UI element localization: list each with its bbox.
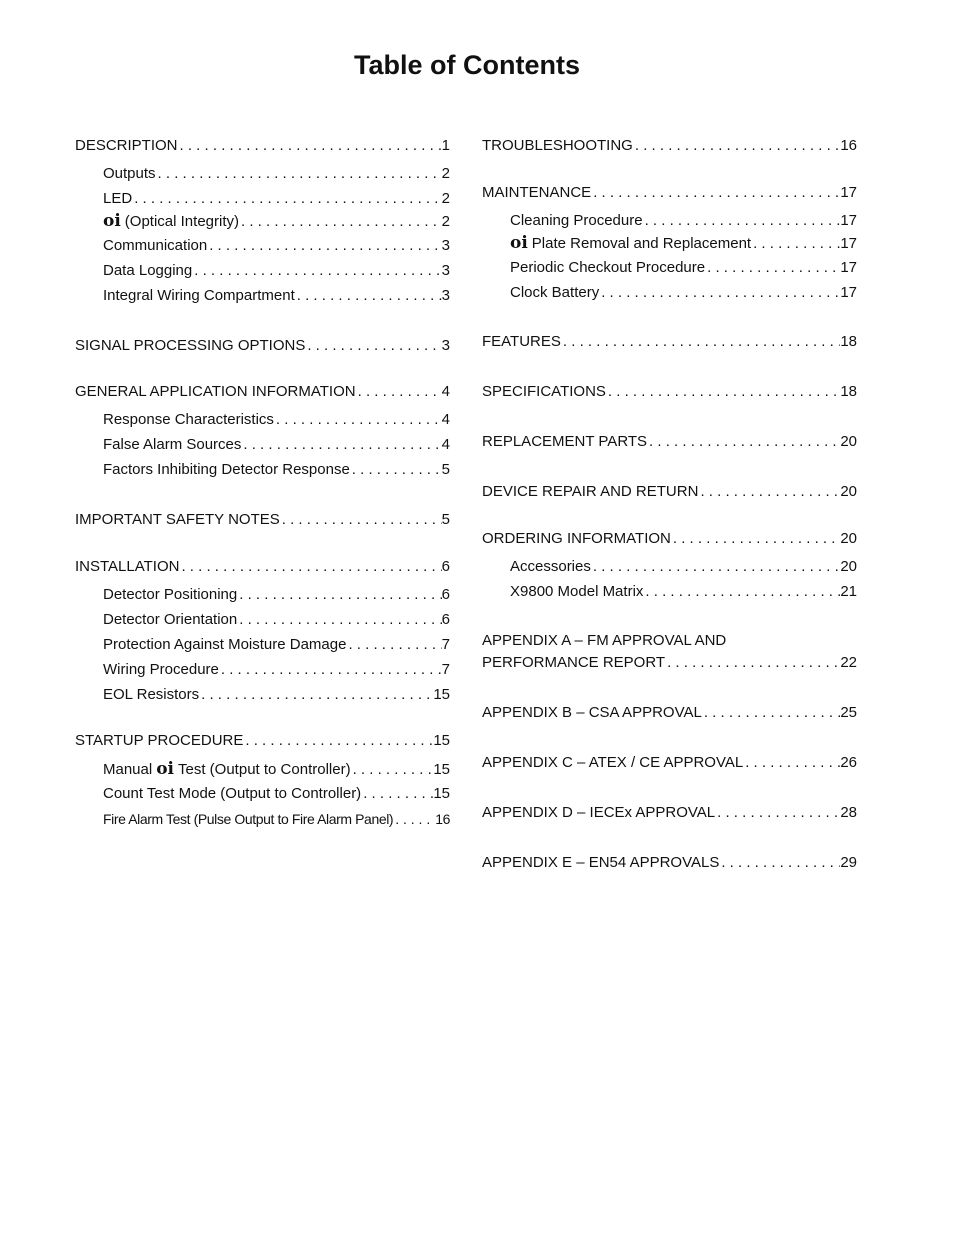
toc-page-number: 3 <box>441 337 450 354</box>
toc-leader-dots <box>356 382 442 402</box>
toc-label-line2: PERFORMANCE REPORT <box>482 654 666 671</box>
toc-leader-dots <box>643 211 841 231</box>
toc-page-number: 1 <box>441 137 450 154</box>
toc-entry-manual-oi-test[interactable] <box>103 759 450 780</box>
toc-label: Response Characteristics <box>103 411 274 428</box>
toc-entry-ordering[interactable] <box>482 529 857 549</box>
toc-entry-specifications[interactable] <box>482 382 857 402</box>
toc-page-number: 3 <box>441 237 450 254</box>
toc-leader-dots <box>237 585 441 605</box>
toc-label: INSTALLATION <box>75 558 180 575</box>
toc-entry-data-logging[interactable] <box>103 261 450 281</box>
toc-entry-detector-positioning[interactable] <box>103 585 450 605</box>
toc-entry-oi-plate[interactable] <box>510 233 857 254</box>
toc-entry-false-alarm[interactable] <box>103 435 450 455</box>
toc-entry-factors-inhibiting[interactable] <box>103 460 450 480</box>
toc-entry-device-repair[interactable] <box>482 482 857 502</box>
toc-page-number: 6 <box>441 586 450 603</box>
toc-entry-count-test[interactable] <box>103 784 450 804</box>
toc-entry-cleaning[interactable] <box>510 211 857 231</box>
toc-page-number: 4 <box>441 383 450 400</box>
toc-entry-appendix-e[interactable] <box>482 853 857 873</box>
toc-entry-outputs[interactable] <box>103 164 450 184</box>
toc-label: MAINTENANCE <box>482 184 592 201</box>
toc-leader-dots <box>219 660 442 680</box>
toc-entry-general-application[interactable] <box>75 382 450 402</box>
toc-leader-dots <box>132 189 441 209</box>
toc-page-number: 18 <box>840 383 857 400</box>
toc-page-number: 17 <box>840 184 857 201</box>
toc-page-number: 5 <box>441 461 450 478</box>
toc-page-number: 7 <box>441 636 450 653</box>
toc-entry-startup[interactable] <box>75 731 450 751</box>
toc-page-number: 2 <box>441 165 450 182</box>
toc-label: Detector Orientation <box>103 611 238 628</box>
toc-entry-detector-orientation[interactable] <box>103 610 450 630</box>
toc-page-number: 20 <box>840 558 857 575</box>
toc-label: Communication <box>103 237 208 254</box>
toc-label: Integral Wiring Compartment <box>103 287 295 304</box>
toc-entry-wiring-procedure[interactable] <box>103 660 450 680</box>
toc-page-number: 17 <box>840 284 857 301</box>
toc-entry-periodic-checkout[interactable] <box>510 258 857 278</box>
oi-logo-icon: oi <box>103 211 121 231</box>
toc-label: Factors Inhibiting Detector Response <box>103 461 350 478</box>
toc-leader-dots <box>237 610 441 630</box>
toc-entry-troubleshooting[interactable] <box>482 136 857 156</box>
toc-leader-dots <box>280 510 442 530</box>
toc-leader-dots <box>751 234 840 254</box>
toc-page-number: 2 <box>441 190 450 207</box>
toc-label: Periodic Checkout Procedure <box>510 259 706 276</box>
oi-logo-icon: oi <box>156 759 174 779</box>
toc-entry-replacement-parts[interactable] <box>482 432 857 452</box>
toc-page-number: 7 <box>441 661 450 678</box>
toc-leader-dots <box>346 635 441 655</box>
toc-label: Outputs <box>103 165 156 182</box>
toc-label-text: Test (Output to Controller) <box>178 761 351 778</box>
toc-page-number: 17 <box>840 259 857 276</box>
toc-entry-response-characteristics[interactable] <box>103 410 450 430</box>
toc-label: X9800 Model Matrix <box>510 583 644 600</box>
toc-entry-appendix-c[interactable] <box>482 753 857 773</box>
toc-entry-appendix-a[interactable] <box>482 630 857 674</box>
toc-label: GENERAL APPLICATION INFORMATION <box>75 383 356 400</box>
toc-leader-dots <box>243 731 433 751</box>
toc-page-number: 2 <box>441 213 450 230</box>
toc-label: Clock Battery <box>510 284 600 301</box>
toc-leader-dots <box>350 460 442 480</box>
toc-page-number: 29 <box>840 854 857 871</box>
toc-label: Wiring Procedure <box>103 661 219 678</box>
toc-page-number: 20 <box>840 530 857 547</box>
toc-page-number: 4 <box>441 436 450 453</box>
toc-label: APPENDIX E – EN54 APPROVALS <box>482 854 720 871</box>
toc-label <box>510 233 751 254</box>
toc-label: DEVICE REPAIR AND RETURN <box>482 483 699 500</box>
toc-label: SIGNAL PROCESSING OPTIONS <box>75 337 306 354</box>
toc-page-number: 3 <box>441 287 450 304</box>
toc-label: FEATURES <box>482 333 561 350</box>
toc-label: Accessories <box>510 558 591 575</box>
toc-entry-integral-wiring[interactable] <box>103 286 450 306</box>
toc-entry-clock-battery[interactable] <box>510 283 857 303</box>
toc-entry-signal-processing[interactable] <box>75 336 450 356</box>
toc-leader-dots <box>698 482 840 502</box>
toc-page-number: 20 <box>840 483 857 500</box>
toc-leader-dots <box>606 382 840 402</box>
toc-label: ORDERING INFORMATION <box>482 530 671 547</box>
toc-leader-dots <box>179 557 441 577</box>
toc-leader-dots <box>743 753 840 773</box>
toc-label: DESCRIPTION <box>75 137 178 154</box>
toc-label: APPENDIX C – ATEX / CE APPROVAL <box>482 754 744 771</box>
toc-entry-appendix-b[interactable] <box>482 703 857 723</box>
toc-page-number: 20 <box>840 433 857 450</box>
toc-label-line1: APPENDIX A – FM APPROVAL AND <box>482 632 727 649</box>
toc-leader-dots <box>719 853 840 873</box>
toc-page-number: 15 <box>433 785 450 802</box>
toc-leader-dots <box>715 803 840 823</box>
toc-page-number: 3 <box>441 262 450 279</box>
toc-label: Count Test Mode (Output to Controller) <box>103 785 362 802</box>
toc-leader-dots <box>192 261 441 281</box>
toc-leader-dots <box>671 529 840 549</box>
toc-leader-dots <box>705 258 840 278</box>
toc-label: Data Logging <box>103 262 193 279</box>
toc-page-number: 26 <box>840 754 857 771</box>
oi-logo-icon: oi <box>510 233 528 253</box>
toc-leader-dots <box>599 283 840 303</box>
toc-label: APPENDIX B – CSA APPROVAL <box>482 704 702 721</box>
toc-label: STARTUP PROCEDURE <box>75 732 244 749</box>
toc-leader-dots <box>647 432 840 452</box>
toc-entry-led[interactable] <box>103 189 450 209</box>
toc-leader-dots <box>241 435 441 455</box>
toc-label: LED <box>103 190 133 207</box>
toc-leader-dots <box>178 136 442 156</box>
toc-page-number: 17 <box>840 235 857 252</box>
toc-page-number: 5 <box>441 511 450 528</box>
toc-entry-description[interactable] <box>75 136 450 156</box>
toc-leader-dots <box>665 652 840 674</box>
toc-label: IMPORTANT SAFETY NOTES <box>75 511 280 528</box>
toc-label: Cleaning Procedure <box>510 212 643 229</box>
toc-entry-optical-integrity[interactable] <box>103 211 450 232</box>
toc-label-prefix: Manual <box>103 761 153 778</box>
toc-label: False Alarm Sources <box>103 436 242 453</box>
toc-label: EOL Resistors <box>103 686 200 703</box>
toc-label: Detector Positioning <box>103 586 238 603</box>
toc-label: Fire Alarm Test (Pulse Output to Fire Alarm Panel) <box>103 811 394 827</box>
toc-leader-dots <box>199 685 433 705</box>
toc-label: Protection Against Moisture Damage <box>103 636 347 653</box>
page-title: Table of Contents <box>354 50 580 80</box>
toc-page-number: 16 <box>840 137 857 154</box>
toc-leader-dots <box>561 332 840 352</box>
toc-leader-dots <box>239 212 442 232</box>
toc-leader-dots <box>351 760 434 780</box>
toc-page-number: 6 <box>441 611 450 628</box>
toc-page-number: 25 <box>840 704 857 721</box>
toc-entry-accessories[interactable] <box>510 557 857 577</box>
toc-page-number: 28 <box>840 804 857 821</box>
toc-page-number: 18 <box>840 333 857 350</box>
toc-label <box>103 211 239 232</box>
toc-page-number: 21 <box>840 583 857 600</box>
toc-page-number: 16 <box>435 811 450 827</box>
toc-entry-maintenance[interactable] <box>482 183 857 203</box>
toc-entry-installation[interactable] <box>75 557 450 577</box>
toc-leader-dots <box>295 286 442 306</box>
toc-entry-model-matrix[interactable] <box>510 582 857 602</box>
toc-label-text: Plate Removal and Replacement <box>531 235 752 252</box>
toc-label: REPLACEMENT PARTS <box>482 433 648 450</box>
toc-page-number: 22 <box>840 654 857 671</box>
toc-leader-dots <box>305 336 441 356</box>
toc-leader-dots <box>393 809 435 829</box>
toc-leader-dots <box>591 183 840 203</box>
toc-leader-dots <box>361 784 433 804</box>
toc-entry-eol-resistors[interactable] <box>103 685 450 705</box>
toc-page-number: 4 <box>441 411 450 428</box>
toc-page-number: 6 <box>441 558 450 575</box>
toc-entry-communication[interactable] <box>103 236 450 256</box>
toc-entry-features[interactable] <box>482 332 857 352</box>
toc-page-number: 15 <box>433 686 450 703</box>
toc-label: SPECIFICATIONS <box>482 383 606 400</box>
toc-entry-fire-alarm-test[interactable] <box>103 809 450 829</box>
toc-page-number: 17 <box>840 212 857 229</box>
toc-label <box>103 759 351 780</box>
toc-leader-dots <box>207 236 441 256</box>
toc-label: APPENDIX D – IECEx APPROVAL <box>482 804 716 821</box>
toc-entry-appendix-d[interactable] <box>482 803 857 823</box>
toc-page-number: 15 <box>433 761 450 778</box>
toc-entry-moisture[interactable] <box>103 635 450 655</box>
toc-leader-dots <box>274 410 442 430</box>
toc-label-line2-row <box>482 652 857 674</box>
toc-label-text: (Optical Integrity) <box>124 213 239 230</box>
toc-leader-dots <box>702 703 840 723</box>
toc-leader-dots <box>633 136 840 156</box>
toc-leader-dots <box>591 557 840 577</box>
toc-label: TROUBLESHOOTING <box>482 137 633 154</box>
toc-leader-dots <box>643 582 840 602</box>
toc-entry-safety-notes[interactable] <box>75 510 450 530</box>
toc-page-number: 15 <box>433 732 450 749</box>
toc-leader-dots <box>156 164 442 184</box>
